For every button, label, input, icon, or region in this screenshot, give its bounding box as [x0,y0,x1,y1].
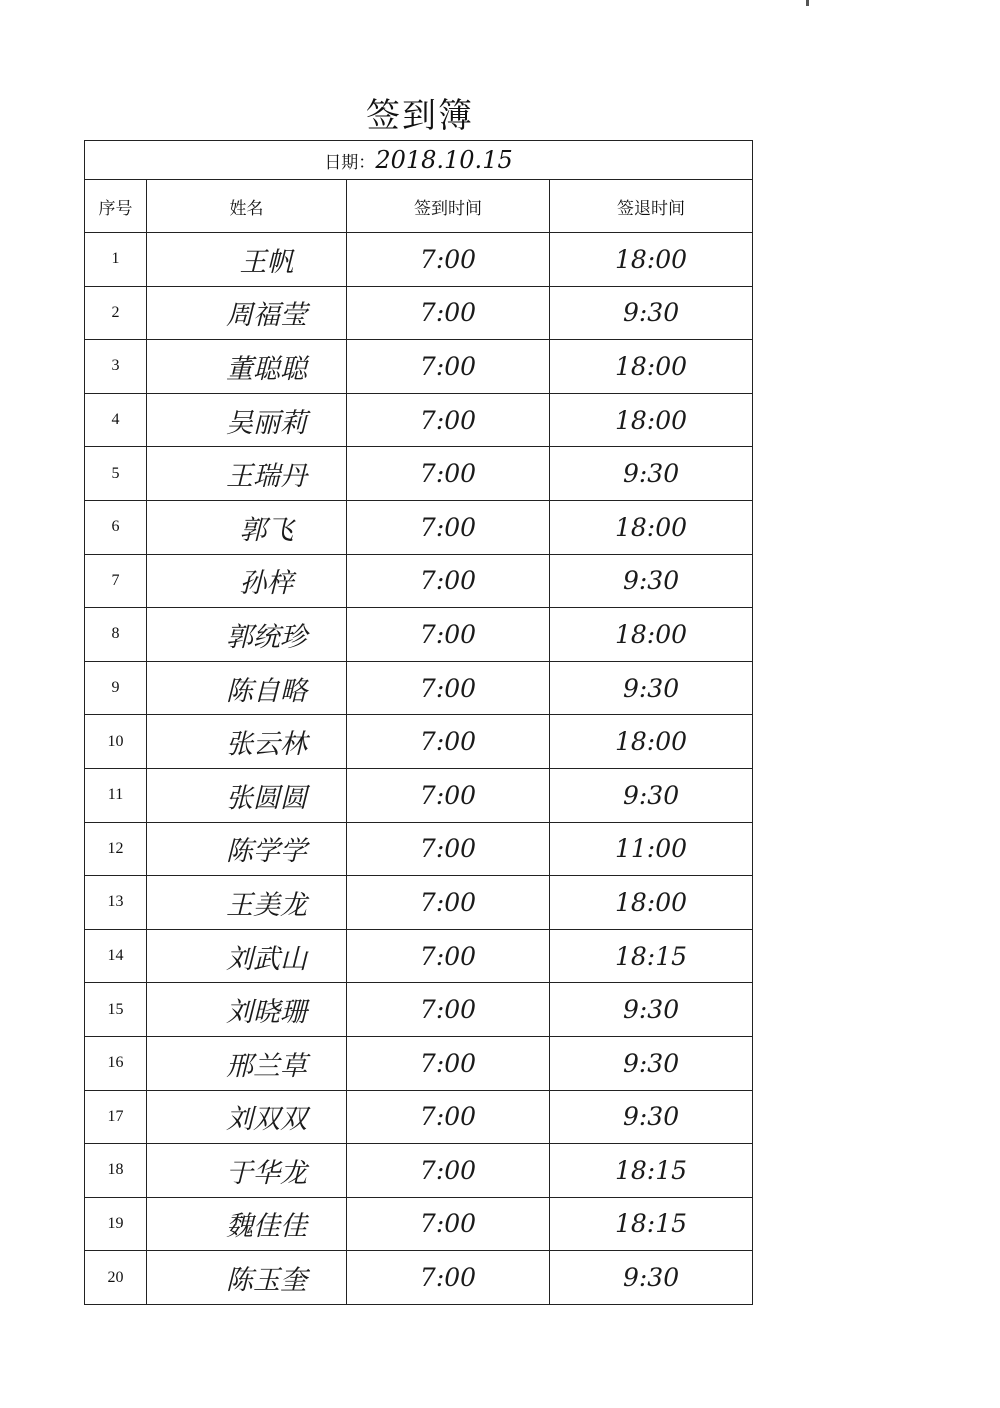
row-name: 刘武山 [147,929,347,983]
row-index: 1 [85,233,147,287]
row-name: 王帆 [147,233,347,287]
row-signin-time: 7:00 [347,1197,550,1251]
row-signin-time: 7:00 [347,1090,550,1144]
row-name: 刘双双 [147,1090,347,1144]
table-row [85,768,753,822]
row-signin-time: 7:00 [347,1144,550,1198]
table-row [85,554,753,608]
row-index: 3 [85,340,147,394]
row-name: 魏佳佳 [147,1197,347,1251]
row-name: 孙梓 [147,554,347,608]
table-row [85,286,753,340]
row-signin-time: 7:00 [347,233,550,287]
row-signout-time: 11:00 [550,822,753,876]
row-index: 8 [85,608,147,662]
row-index: 5 [85,447,147,501]
row-signout-time: 9:30 [550,661,753,715]
header-row [85,180,753,233]
row-index: 2 [85,286,147,340]
row-signout-time: 18:00 [550,715,753,769]
row-index: 16 [85,1036,147,1090]
table-row [85,1090,753,1144]
row-signout-time: 18:15 [550,1144,753,1198]
row-index: 20 [85,1251,147,1305]
row-index: 13 [85,876,147,930]
signin-table [84,140,753,1305]
header-index: 序号 [85,180,147,233]
row-signin-time: 7:00 [347,929,550,983]
row-signout-time: 9:30 [550,1090,753,1144]
table-row [85,1251,753,1305]
row-index: 17 [85,1090,147,1144]
row-index: 6 [85,500,147,554]
row-index: 19 [85,1197,147,1251]
row-name: 郭飞 [147,500,347,554]
row-signout-time: 18:15 [550,1197,753,1251]
row-name: 陈自略 [147,661,347,715]
row-index: 7 [85,554,147,608]
row-signin-time: 7:00 [347,1036,550,1090]
row-signin-time: 7:00 [347,983,550,1037]
row-signout-time: 9:30 [550,286,753,340]
row-index: 14 [85,929,147,983]
table-row [85,1036,753,1090]
row-name: 张圆圆 [147,768,347,822]
table-row [85,983,753,1037]
row-signin-time: 7:00 [347,822,550,876]
row-signout-time: 18:00 [550,608,753,662]
row-signin-time: 7:00 [347,715,550,769]
row-name: 张云林 [147,715,347,769]
date-value: 2018.10.15 [375,146,513,174]
row-signout-time: 9:30 [550,447,753,501]
row-name: 邢兰草 [147,1036,347,1090]
row-name: 王瑞丹 [147,447,347,501]
header-signin: 签到时间 [347,180,550,233]
row-name: 陈玉奎 [147,1251,347,1305]
row-signout-time: 18:15 [550,929,753,983]
table-row [85,447,753,501]
row-index: 11 [85,768,147,822]
row-name: 郭统珍 [147,608,347,662]
row-signin-time: 7:00 [347,447,550,501]
row-signout-time: 18:00 [550,233,753,287]
date-label: 日期： [324,153,376,173]
row-signin-time: 7:00 [347,876,550,930]
row-name: 王美龙 [147,876,347,930]
scan-mark [806,0,809,6]
row-signout-time: 18:00 [550,340,753,394]
row-signout-time: 18:00 [550,500,753,554]
row-signin-time: 7:00 [347,500,550,554]
date-cell [85,141,753,180]
signin-sheet [84,140,752,1305]
header-signout: 签退时间 [550,180,753,233]
table-row [85,929,753,983]
row-signin-time: 7:00 [347,1251,550,1305]
row-name: 董聪聪 [147,340,347,394]
row-signin-time: 7:00 [347,393,550,447]
row-signout-time: 18:00 [550,876,753,930]
page-title: 签到簿 [366,96,474,136]
table-row [85,608,753,662]
row-name: 陈学学 [147,822,347,876]
row-signout-time: 9:30 [550,768,753,822]
table-row [85,822,753,876]
row-signout-time: 9:30 [550,554,753,608]
row-signin-time: 7:00 [347,286,550,340]
row-name: 周福莹 [147,286,347,340]
row-index: 18 [85,1144,147,1198]
table-row [85,340,753,394]
row-signin-time: 7:00 [347,768,550,822]
row-index: 15 [85,983,147,1037]
table-row [85,715,753,769]
row-signin-time: 7:00 [347,608,550,662]
table-row [85,500,753,554]
row-index: 12 [85,822,147,876]
row-name: 于华龙 [147,1144,347,1198]
table-row [85,661,753,715]
table-row [85,233,753,287]
row-name: 吴丽莉 [147,393,347,447]
row-signin-time: 7:00 [347,661,550,715]
row-signin-time: 7:00 [347,554,550,608]
row-signout-time: 9:30 [550,1251,753,1305]
table-row [85,1197,753,1251]
table-row [85,1144,753,1198]
row-signout-time: 18:00 [550,393,753,447]
row-index: 10 [85,715,147,769]
row-signout-time: 9:30 [550,1036,753,1090]
row-signin-time: 7:00 [347,340,550,394]
table-body [85,233,753,1305]
table-row [85,876,753,930]
row-signout-time: 9:30 [550,983,753,1037]
date-row [85,141,753,180]
row-index: 4 [85,393,147,447]
row-name: 刘晓珊 [147,983,347,1037]
row-index: 9 [85,661,147,715]
table-row [85,393,753,447]
header-name: 姓名 [147,180,347,233]
